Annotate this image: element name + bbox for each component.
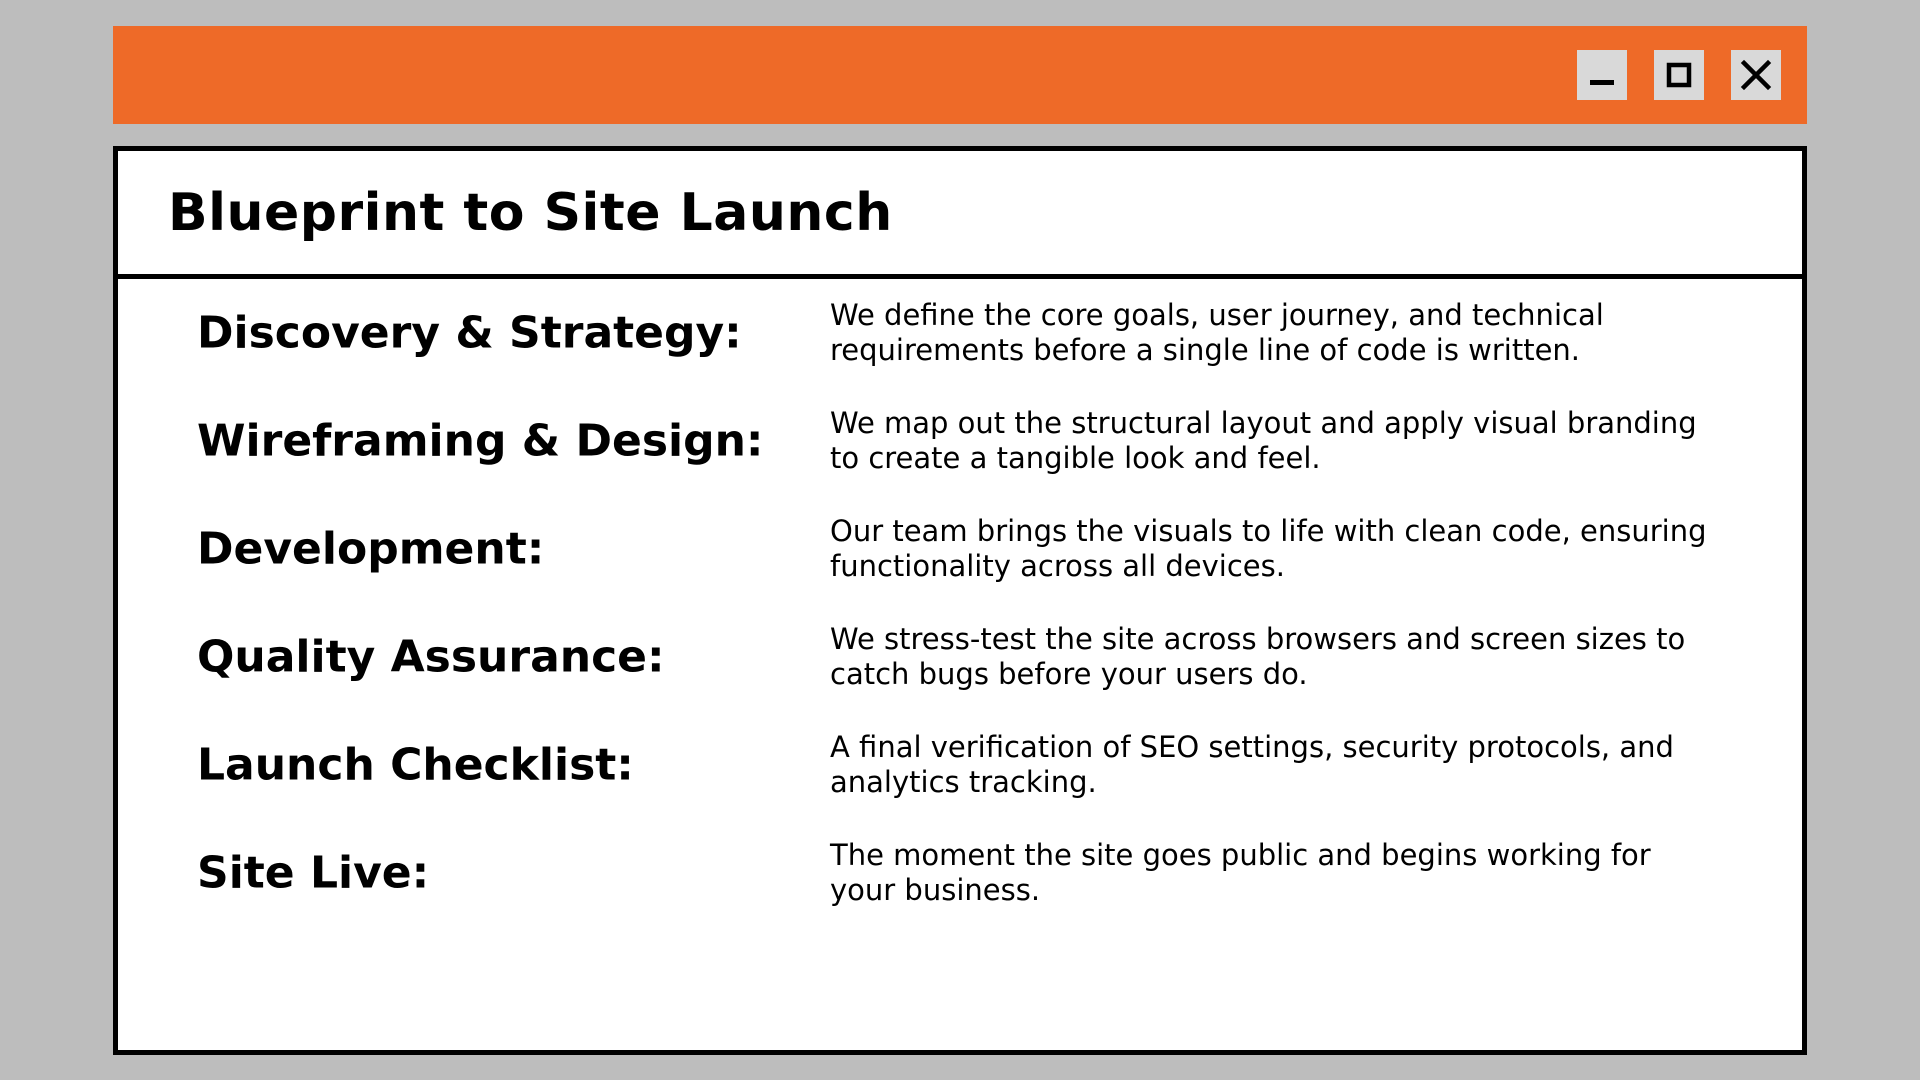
step-row-quality-assurance — [118, 603, 1802, 711]
step-row-launch-checklist — [118, 711, 1802, 819]
maximize-button[interactable] — [1654, 50, 1704, 100]
window-titlebar — [113, 26, 1807, 124]
step-row-wireframing — [118, 387, 1802, 495]
maximize-icon — [1654, 50, 1704, 100]
step-description: Our team brings the visuals to life with clean code, ensuring functionality across all devices. — [830, 514, 1707, 583]
step-label: Launch Checklist: — [197, 739, 634, 791]
step-label: Development: — [197, 523, 545, 575]
step-description: A final verification of SEO settings, security protocols, and analytics tracking. — [830, 730, 1674, 799]
step-row-discovery — [118, 279, 1802, 387]
step-row-development — [118, 495, 1802, 603]
step-description: We stress-test the site across browsers and screen sizes to catch bugs before your users do. — [830, 622, 1686, 691]
content-panel — [113, 146, 1807, 1055]
step-label: Quality Assurance: — [197, 631, 665, 683]
minimize-button[interactable] — [1577, 50, 1627, 100]
panel-header — [118, 151, 1802, 279]
step-label: Wireframing & Design: — [197, 415, 764, 467]
minimize-icon — [1577, 50, 1627, 100]
close-icon — [1731, 50, 1781, 100]
step-description: We map out the structural layout and apply visual branding to create a tangible look and feel. — [830, 406, 1697, 475]
step-label: Site Live: — [197, 847, 430, 899]
step-row-site-live — [118, 819, 1802, 927]
page-title: Blueprint to Site Launch — [168, 183, 893, 243]
step-description: The moment the site goes public and begins working for your business. — [830, 838, 1651, 907]
step-label: Discovery & Strategy: — [197, 307, 742, 359]
step-description: We define the core goals, user journey, and technical requirements before a single line of code is written. — [830, 298, 1604, 367]
close-button[interactable] — [1731, 50, 1781, 100]
